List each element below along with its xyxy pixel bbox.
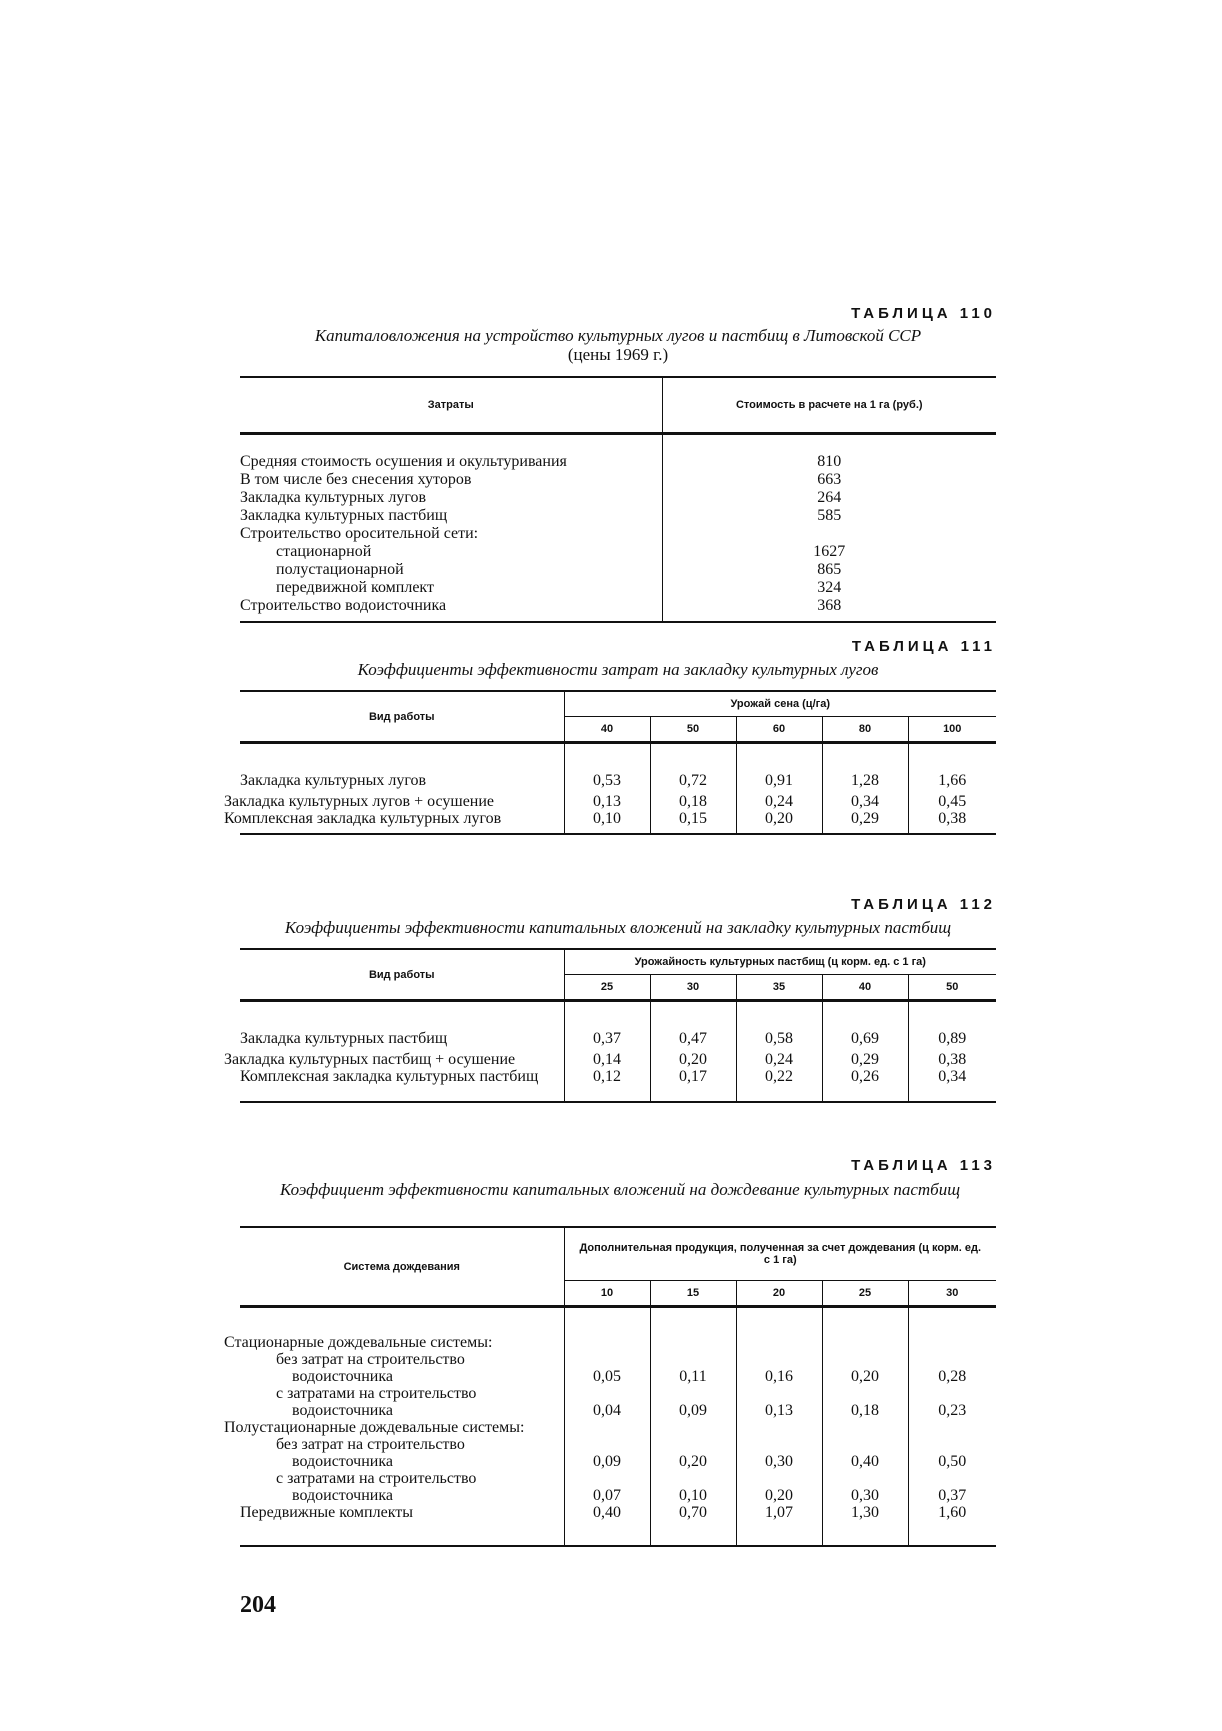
table-113-cell: 0,20	[650, 1436, 736, 1470]
table-113-cell	[564, 1419, 650, 1436]
table-111-cell: 0,29	[822, 810, 908, 834]
table-111-cell: 0,10	[564, 810, 650, 834]
table-111	[224, 690, 996, 835]
table-113-cell	[736, 1419, 822, 1436]
table-110-row-value: 865	[662, 561, 996, 579]
table-112-col-header: 40	[822, 975, 908, 1001]
table-113-cell: 0,20	[822, 1351, 908, 1385]
table-113-cell: 0,04	[564, 1385, 650, 1419]
table-111-cell: 0,13	[564, 789, 650, 810]
table-112-cell: 0,22	[736, 1068, 822, 1102]
table-110	[240, 376, 996, 623]
table-111-cell: 0,53	[564, 743, 650, 790]
table-113-row-name: Полустационарные дождевальные системы:	[224, 1419, 525, 1436]
table-111-label: ТАБЛИЦА 111	[851, 638, 996, 655]
table-113-col-header: 10	[564, 1281, 650, 1307]
table-110-row-value: 264	[662, 489, 996, 507]
table-113	[224, 1226, 996, 1547]
table-110-row-value: 368	[662, 597, 996, 622]
table-111-title: Коэффициенты эффективности затрат на закладку культурных лугов	[357, 660, 879, 679]
table-111-row-name: Комплексная закладка культурных лугов	[240, 810, 564, 834]
table-110-row-name: передвижной комплект	[276, 579, 434, 596]
page-number: 204	[240, 1592, 276, 1618]
table-113-col-header: 15	[650, 1281, 736, 1307]
table-111-col-header: 40	[564, 717, 650, 743]
table-113-cell: 0,10	[650, 1470, 736, 1504]
table-110-col-costs: Затраты	[240, 377, 662, 434]
table-110-row-name: Строительство водоисточника	[240, 597, 662, 622]
table-113-col-header: 30	[908, 1281, 996, 1307]
table-111-cell: 0,15	[650, 810, 736, 834]
table-113-cell: 0,23	[908, 1385, 996, 1419]
table-112-col-header: 30	[650, 975, 736, 1001]
table-111-col-header: 100	[908, 717, 996, 743]
table-110-row-name: В том числе без снесения хуторов	[240, 471, 472, 488]
table-112-cell: 0,69	[822, 1001, 908, 1048]
table-111-row-name: Закладка культурных лугов + осушение	[224, 793, 495, 810]
table-112-cell: 0,34	[908, 1068, 996, 1102]
table-111-col-header: 50	[650, 717, 736, 743]
table-111-row-name: Закладка культурных лугов	[240, 772, 427, 789]
table-113-cell: 0,37	[908, 1470, 996, 1504]
table-113-cell: 0,30	[822, 1470, 908, 1504]
table-113-cell: 0,16	[736, 1351, 822, 1385]
table-112	[224, 948, 996, 1103]
table-113-cell	[650, 1419, 736, 1436]
table-112-row-name: Закладка культурных пастбищ + осушение	[224, 1051, 516, 1068]
table-111-cell: 0,72	[650, 743, 736, 790]
table-113-cell: 0,05	[564, 1351, 650, 1385]
table-113-cell	[908, 1307, 996, 1352]
table-111-cell: 0,34	[822, 789, 908, 810]
table-111-cell: 0,18	[650, 789, 736, 810]
table-113-cell: 0,18	[822, 1385, 908, 1419]
table-113-cell: 0,28	[908, 1351, 996, 1385]
table-113-cell: 0,30	[736, 1436, 822, 1470]
table-110-row-value: 810	[662, 434, 996, 472]
table-113-cell	[822, 1307, 908, 1352]
table-112-cell: 0,89	[908, 1001, 996, 1048]
table-113-cell: 0,20	[736, 1470, 822, 1504]
table-110-row-value	[662, 525, 996, 543]
table-111-col-header: 80	[822, 717, 908, 743]
table-112-cell: 0,47	[650, 1001, 736, 1048]
table-112-cell: 0,38	[908, 1047, 996, 1068]
table-111-cell: 0,91	[736, 743, 822, 790]
table-113-cell: 1,30	[822, 1504, 908, 1546]
table-110-row-value: 585	[662, 507, 996, 525]
table-110-row-value: 324	[662, 579, 996, 597]
table-110-subtitle: (цены 1969 г.)	[567, 345, 669, 364]
table-113-row-name: с затратами на строительство водоисточника	[276, 1385, 477, 1419]
table-113-cell: 0,11	[650, 1351, 736, 1385]
table-111-col-work: Вид работы	[240, 691, 564, 743]
table-111-cell: 0,20	[736, 810, 822, 834]
table-112-title: Коэффициенты эффективности капитальных вложений на закладку культурных пастбищ	[284, 918, 952, 937]
table-113-cell: 0,50	[908, 1436, 996, 1470]
table-112-row-name: Комплексная закладка культурных пастбищ	[240, 1068, 564, 1102]
table-113-cell	[650, 1307, 736, 1352]
table-112-col-group: Урожайность культурных пастбищ (ц корм. ед. с 1 га)	[564, 949, 996, 975]
table-113-cell: 0,09	[564, 1436, 650, 1470]
table-113-col-header: 20	[736, 1281, 822, 1307]
table-113-cell: 0,09	[650, 1385, 736, 1419]
table-111-col-group: Урожай сена (ц/га)	[564, 691, 996, 717]
table-113-cell: 0,07	[564, 1470, 650, 1504]
table-112-cell: 0,12	[564, 1068, 650, 1102]
table-110-row-name: Закладка культурных пастбищ	[240, 507, 448, 524]
table-113-cell	[736, 1307, 822, 1352]
table-113-label: ТАБЛИЦА 113	[851, 1157, 996, 1174]
table-112-col-header: 25	[564, 975, 650, 1001]
table-113-col-header: 25	[822, 1281, 908, 1307]
table-113-cell: 1,60	[908, 1504, 996, 1546]
table-110-row-name: полустационарной	[276, 561, 404, 578]
table-112-cell: 0,29	[822, 1047, 908, 1068]
table-113-row-name: Стационарные дождевальные системы:	[224, 1334, 493, 1351]
table-112-col-header: 35	[736, 975, 822, 1001]
table-112-cell: 0,58	[736, 1001, 822, 1048]
table-110-row-name: Средняя стоимость осушения и окультуривания	[240, 453, 567, 470]
table-113-cell: 0,40	[822, 1436, 908, 1470]
table-110-label: ТАБЛИЦА 110	[851, 305, 996, 322]
table-113-cell	[564, 1307, 650, 1352]
table-113-cell	[822, 1419, 908, 1436]
table-112-cell: 0,24	[736, 1047, 822, 1068]
table-113-cell: 0,13	[736, 1385, 822, 1419]
table-112-col-work: Вид работы	[240, 949, 564, 1001]
table-112-cell: 0,17	[650, 1068, 736, 1102]
table-110-row-value: 1627	[662, 543, 996, 561]
table-113-col-system: Система дождевания	[240, 1227, 564, 1307]
table-113-cell: 0,40	[564, 1504, 650, 1546]
table-112-cell: 0,37	[564, 1001, 650, 1048]
table-111-cell: 0,38	[908, 810, 996, 834]
table-111-cell: 0,24	[736, 789, 822, 810]
table-112-row-name: Закладка культурных пастбищ	[240, 1030, 448, 1047]
table-110-row-name: Строительство оросительной сети:	[240, 525, 479, 542]
table-111-cell: 1,66	[908, 743, 996, 790]
table-113-row-name: без затрат на строительство водоисточника	[276, 1436, 465, 1470]
table-110-col-price: Стоимость в расчете на 1 га (руб.)	[662, 377, 996, 434]
table-112-cell: 0,14	[564, 1047, 650, 1068]
table-110-row-value: 663	[662, 471, 996, 489]
table-113-row-name: без затрат на строительство водоисточника	[276, 1351, 465, 1385]
table-111-cell: 0,45	[908, 789, 996, 810]
table-110-title	[240, 326, 996, 364]
table-110-row-name: Закладка культурных лугов	[240, 489, 427, 506]
table-113-col-group: Дополнительная продукция, полученная за счет дождевания (ц корм. ед. с 1 га)	[564, 1227, 996, 1281]
table-113-cell	[908, 1419, 996, 1436]
table-113-cell: 0,70	[650, 1504, 736, 1546]
table-111-col-header: 60	[736, 717, 822, 743]
table-113-row-name: Передвижные комплекты	[240, 1504, 564, 1546]
table-113-row-name: с затратами на строительство водоисточника	[276, 1470, 477, 1504]
table-111-cell: 1,28	[822, 743, 908, 790]
table-113-title: Коэффициент эффективности капитальных вложений на дождевание культурных пастбищ	[279, 1180, 961, 1199]
table-112-col-header: 50	[908, 975, 996, 1001]
table-113-cell: 1,07	[736, 1504, 822, 1546]
table-110-title-text: Капиталовложения на устройство культурных лугов и пастбищ в Литовской ССР	[314, 326, 922, 345]
table-110-row-name: стационарной	[276, 543, 372, 560]
table-112-cell: 0,20	[650, 1047, 736, 1068]
table-112-cell: 0,26	[822, 1068, 908, 1102]
table-112-label: ТАБЛИЦА 112	[851, 896, 996, 913]
